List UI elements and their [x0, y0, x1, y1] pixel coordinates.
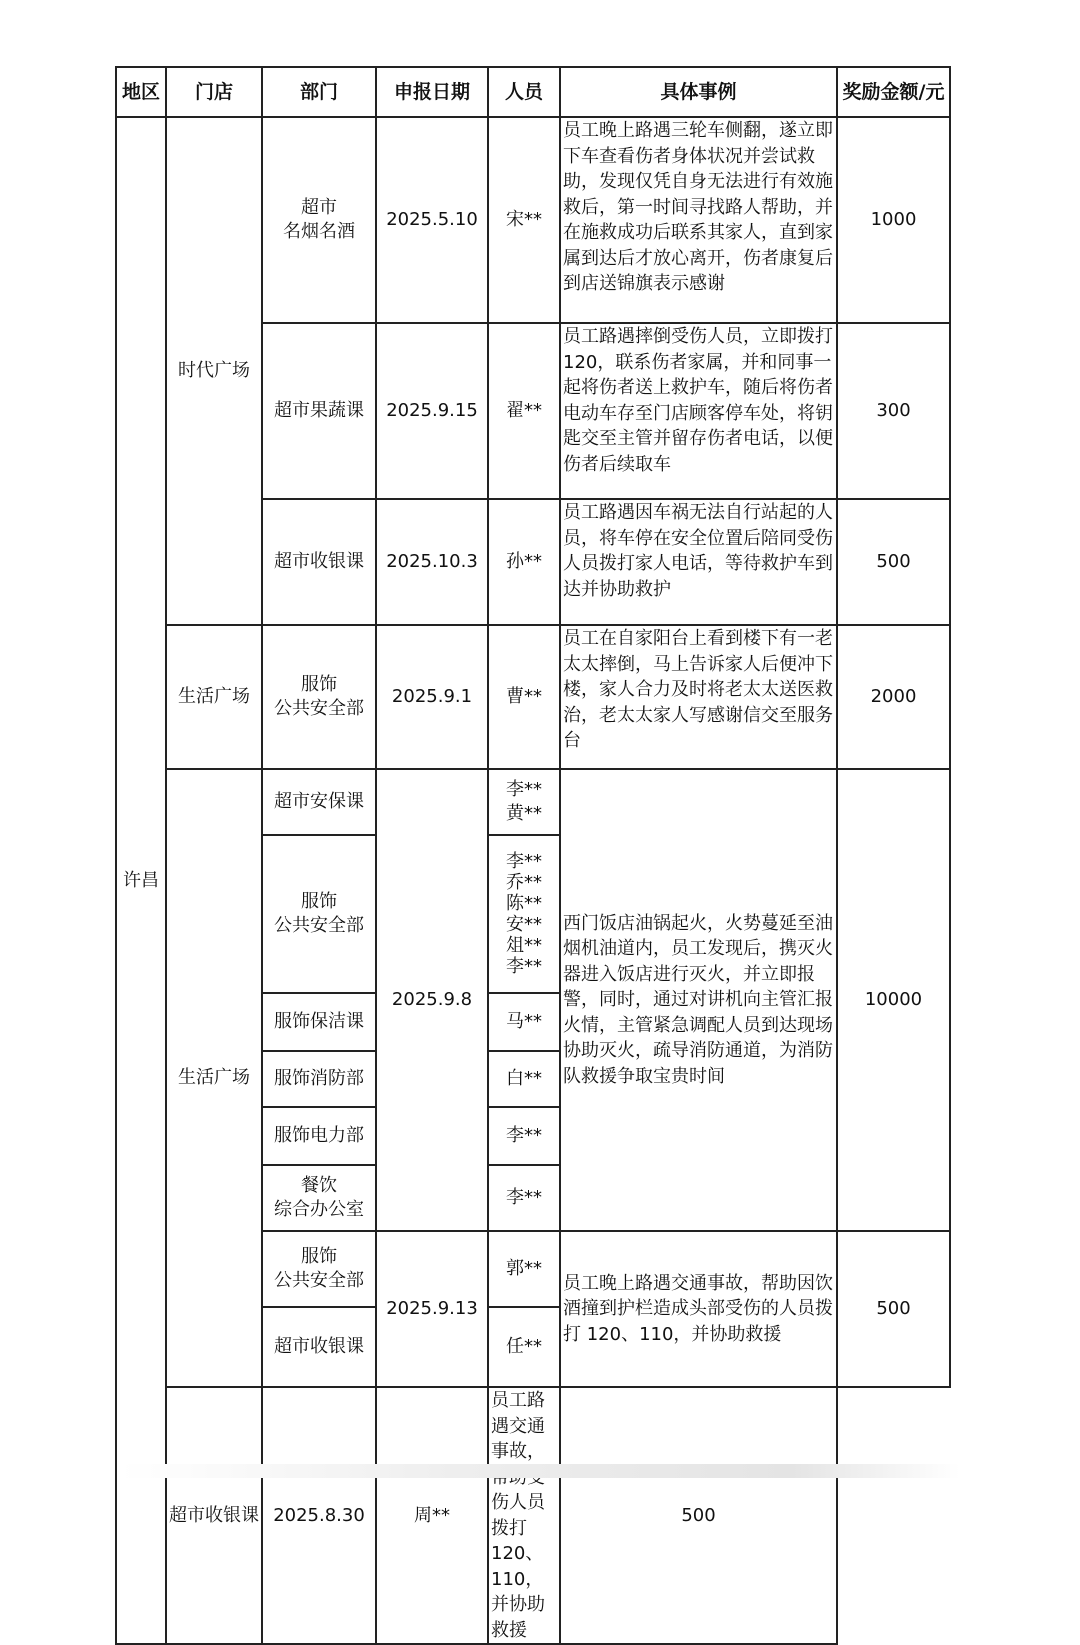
date-cell: 2025.9.8 [376, 769, 488, 1231]
amount-cell: 500 [560, 1387, 837, 1644]
store-cell: 生活广场 [166, 625, 262, 769]
amount-cell: 300 [837, 323, 950, 499]
department-cell: 服饰 公共安全部 [262, 835, 376, 993]
people-cell: 宋** [488, 117, 560, 323]
header-store: 门店 [166, 67, 262, 117]
department-cell: 服饰保洁课 [262, 993, 376, 1051]
table-row [116, 1387, 950, 1644]
department-cell: 超市果蔬课 [262, 323, 376, 499]
people-cell: 任** [488, 1307, 560, 1387]
department-cell: 服饰消防部 [262, 1051, 376, 1107]
date-cell: 2025.9.1 [376, 625, 488, 769]
header-description: 具体事例 [560, 67, 837, 117]
description-cell: 员工晚上路遇三轮车侧翻，遂立即下车查看伤者身体状况并尝试救助，发现仅凭自身无法进行有效施救后，第一时间寻找路人帮助，并在施救成功后联系其家人，直到家属到达后才放心离开，伤者康复后到店送锦旗表示感谢 [560, 117, 837, 323]
date-cell: 2025.9.15 [376, 323, 488, 499]
description-cell: 员工路遇因车祸无法自行站起的人员，将车停在安全位置后陪同受伤人员拨打家人电话，等待救护车到达并协助救护 [560, 499, 837, 625]
bottom-fade [120, 1464, 960, 1478]
people-cell: 翟** [488, 323, 560, 499]
header-region: 地区 [116, 67, 166, 117]
people-cell: 李** 乔** 陈** 安** 俎** 李** [488, 835, 560, 993]
department-cell: 超市 名烟名酒 [262, 117, 376, 323]
description-cell: 员工晚上路遇交通事故，帮助因饮酒撞到护栏造成头部受伤的人员拨打 120、110，并协助救援 [560, 1231, 837, 1387]
people-cell: 孙** [488, 499, 560, 625]
people-cell: 李** [488, 1107, 560, 1165]
amount-cell: 500 [837, 1231, 950, 1387]
people-cell: 李** 黄** [488, 769, 560, 835]
header-department: 部门 [262, 67, 376, 117]
people-cell: 曹** [488, 625, 560, 769]
department-cell: 服饰 公共安全部 [262, 625, 376, 769]
people-cell: 李** [488, 1165, 560, 1231]
header-people: 人员 [488, 67, 560, 117]
header-date: 申报日期 [376, 67, 488, 117]
department-cell: 超市收银课 [166, 1387, 262, 1644]
description-cell: 员工路遇交通事故， 伤人员拨打 120、110，并协助救援 [488, 1387, 560, 1644]
table-row [116, 769, 950, 835]
amount-cell: 10000 [837, 769, 950, 1231]
table-row [116, 117, 950, 323]
description-cell: 员工路遇摔倒受伤人员，立即拨打 120，联系伤者家属，并和同事一起将伤者送上救护车，随后将伤者电动车存至门店顾客停车处，将钥匙交至主管并留存伤者电话，以便伤者后续取车 [560, 323, 837, 499]
amount-cell: 500 [837, 499, 950, 625]
people-cell: 白** [488, 1051, 560, 1107]
department-cell: 超市收银课 [262, 1307, 376, 1387]
people-cell: 郭** [488, 1231, 560, 1307]
department-cell: 服饰电力部 [262, 1107, 376, 1165]
date-cell: 2025.10.3 [376, 499, 488, 625]
date-cell: 2025.8.30 [262, 1387, 376, 1644]
store-cell: 时代广场 [166, 117, 262, 625]
description-cell: 员工在自家阳台上看到楼下有一老太太摔倒，马上告诉家人后便冲下楼，家人合力及时将老太太送医救治，老太太家人写感谢信交至服务台 [560, 625, 837, 769]
header-amount: 奖励金额/元 [837, 67, 950, 117]
region-cell: 许昌 [116, 117, 166, 1644]
date-cell: 2025.5.10 [376, 117, 488, 323]
department-cell: 超市安保课 [262, 769, 376, 835]
people-cell: 周** [376, 1387, 488, 1644]
store-cell: 生活广场 [166, 769, 262, 1387]
header-row [116, 67, 950, 117]
date-cell: 2025.9.13 [376, 1231, 488, 1387]
amount-cell: 1000 [837, 117, 950, 323]
reward-table [115, 66, 951, 1645]
description-cell: 西门饭店油锅起火，火势蔓延至油烟机油道内，员工发现后，携灭火器进入饭店进行灭火，并立即报警，同时，通过对讲机向主管汇报火情，主管紧急调配人员到达现场协助灭火，疏导消防通道，为消防队救援争取宝贵时间 [560, 769, 837, 1231]
department-cell: 餐饮 综合办公室 [262, 1165, 376, 1231]
amount-cell: 2000 [837, 625, 950, 769]
department-cell: 服饰 公共安全部 [262, 1231, 376, 1307]
department-cell: 超市收银课 [262, 499, 376, 625]
people-cell: 马** [488, 993, 560, 1051]
table-row [116, 625, 950, 769]
